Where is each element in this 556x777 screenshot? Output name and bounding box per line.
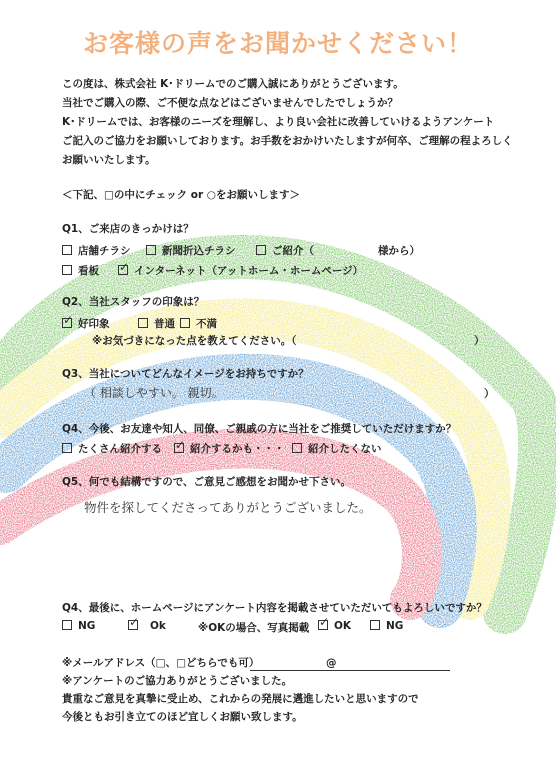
q4-option-maybe-refer[interactable]: ✓ 紹介するかも・・・ (174, 441, 285, 456)
q3-close: ） (484, 388, 495, 400)
q2-note-close: ） (474, 335, 485, 347)
q4-publish-label: Q4、最後に、ホームページにアンケート内容を掲載させていただいてもよろしいですか？ (62, 602, 487, 614)
q1-label: Q1、ご来店のきっかけは？ (62, 223, 194, 235)
checkbox[interactable] (146, 245, 156, 255)
q3-label: Q3、当社についてどんなイメージをお持ちですか？ (62, 368, 309, 380)
q1-option-internet[interactable]: ✓ インターネット（アットホーム・ホームページ） (118, 263, 363, 278)
photo-option-ok[interactable]: ✓ OK (318, 620, 351, 632)
q1-option-newspaper-flyer[interactable]: 新聞折込チラシ (146, 243, 236, 258)
intro-line: この度は、株式会社 K･ドリームでのご購入誠にありがとうございます。 (62, 78, 404, 90)
instruction: ＜下記、□の中にチェック or ○をお願いします＞ (62, 189, 300, 201)
checkbox[interactable] (138, 318, 148, 328)
email-input-line[interactable] (250, 670, 450, 671)
checkbox[interactable] (180, 318, 190, 328)
q5-handwritten-answer: 物件を探してくださってありがとうございました。 (84, 500, 372, 515)
checkbox[interactable] (256, 245, 266, 255)
checkbox[interactable] (62, 265, 72, 275)
checkbox-checked[interactable] (128, 620, 138, 630)
q2-note: ※お気づきになった点を教えてください。（ (92, 335, 297, 347)
q2-option-normal[interactable]: 普通 (138, 316, 175, 331)
q2-option-good[interactable]: ✓好印象 (62, 316, 110, 331)
checkbox-checked[interactable] (62, 318, 72, 328)
q5-label: Q5、何でも結構ですので、ご意見ご感想をお聞かせ下さい。 (62, 476, 352, 488)
page-title: お客様の声をお聞かせください！ (82, 29, 473, 58)
email-at-sign: @ (326, 657, 337, 669)
intro-line: K･ドリームでは、お客様のニーズを理解し、より良い会社に改善していけるようアンケート (62, 116, 495, 128)
closing-line: 今後ともお引き立てのほど宜しくお願い致します。 (62, 711, 303, 723)
checkbox-checked[interactable] (174, 443, 184, 453)
q1-referral-suffix: 様から） (378, 245, 420, 257)
q1-option-referral[interactable]: ご紹介（ (256, 243, 314, 258)
photo-label: ※OKの場合、写真掲載 (198, 622, 310, 634)
closing-line: 貴重なご意見を真摯に受止め、これからの発展に邁進したいと思いますので (62, 693, 419, 705)
q4-publish-option-ok[interactable]: ✓ Ok (128, 620, 166, 632)
photo-option-ng[interactable]: NG (370, 620, 403, 632)
intro-line: ご記入のご協力をお願いしております。お手数をおかけいたしますが何卒、ご理解の程よろしく (62, 135, 513, 147)
q4-option-no-refer[interactable]: 紹介したくない (292, 441, 382, 456)
intro-line: 当社でご購入の際、ご不便な点などはございませんでしたでしょうか？ (62, 97, 398, 109)
email-label: ※メールアドレス（□、□どちらでも可） (62, 657, 260, 669)
q4-publish-option-ng[interactable]: NG (62, 620, 95, 632)
checkbox[interactable] (370, 620, 380, 630)
q4-option-refer-many[interactable]: たくさん紹介する (62, 441, 162, 456)
checkbox[interactable] (292, 443, 302, 453)
intro-line: お願いいたします。 (62, 154, 156, 166)
checkbox-checked[interactable] (318, 620, 328, 630)
q2-label: Q2、当社スタッフの印象は？ (62, 296, 205, 308)
checkbox[interactable] (62, 443, 72, 453)
q3-handwritten-answer: （ 相談しやすい。 親切。 (84, 386, 224, 400)
checkbox-checked[interactable] (118, 265, 128, 275)
thanks-note: ※アンケートのご協力ありがとうございました。 (62, 675, 293, 687)
q1-option-signboard[interactable]: 看板 (62, 263, 99, 278)
q1-option-store-flyer[interactable]: 店舗チラシ (62, 243, 131, 258)
q4-recommend-label: Q4、今後、お友達や知人、同僚、ご親戚の方に当社をご推奨していただけますか？ (62, 423, 457, 435)
q2-option-dissatisfied[interactable]: 不満 (180, 316, 217, 331)
checkbox[interactable] (62, 620, 72, 630)
checkbox[interactable] (62, 245, 72, 255)
